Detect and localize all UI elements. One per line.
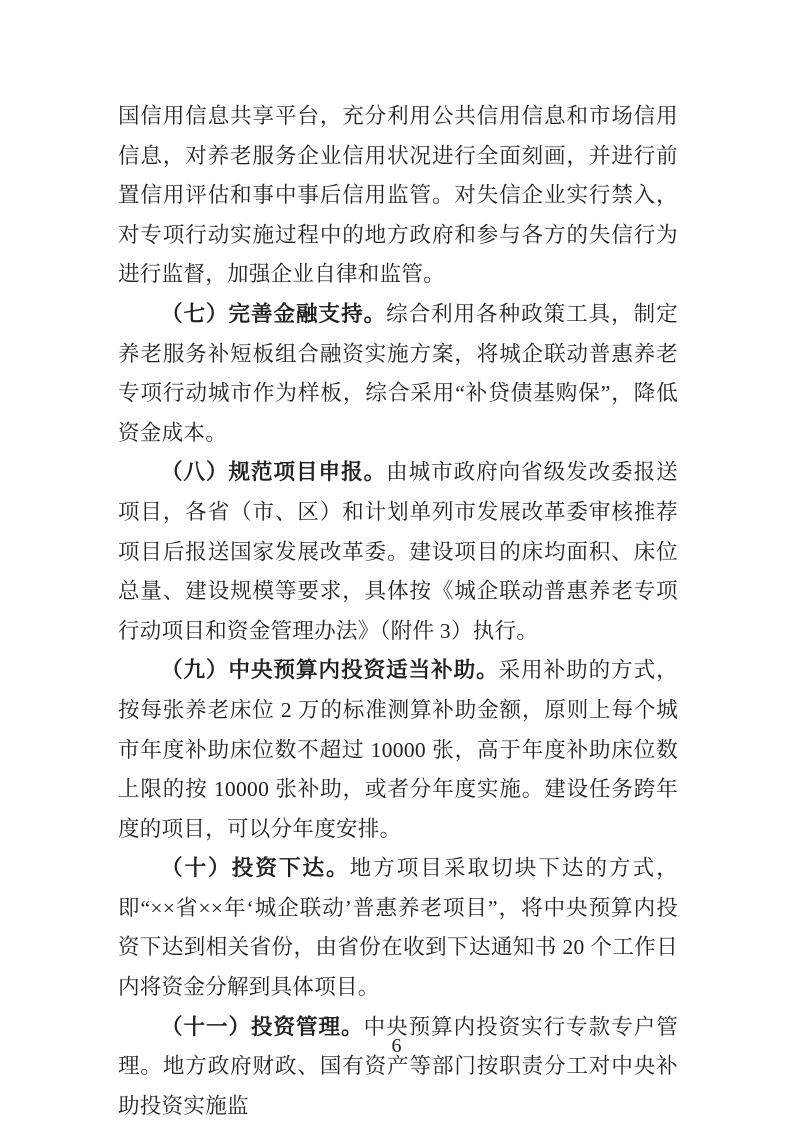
paragraph-section-9	[118, 651, 678, 849]
paragraph-section-8	[118, 453, 678, 651]
section-heading: （七）完善金融支持。	[161, 301, 387, 326]
section-heading: （十一）投资管理。	[161, 1014, 364, 1039]
paragraph-section-7	[118, 295, 678, 453]
paragraph-text: 综合利用各种政策工具，制定养老服务补短板组合融资实施方案，将城企联动普惠养老专项行动城市作为样板，综合采用“补贷债基购保”，降低资金成本。	[118, 301, 678, 445]
section-heading: （八）规范项目申报。	[161, 460, 387, 485]
page-number: 6	[391, 1035, 402, 1057]
paragraph-text: 地方项目采取切块下达的方式，即“××省××年‘城企联动’普惠养老项目”，将中央预算内投资下达到相关省份，由省份在收到下达通知书 20 个工作日内将资金分解到具体项目。	[118, 856, 679, 1000]
text-content	[118, 97, 678, 1122]
paragraph-text: 采用补助的方式，按每张养老床位 2 万的标准测算补助金额，原则上每个城市年度补助床位数不超过 10000 张，高于年度补助床位数上限的按 10000 张补助，或者分年度实施。建设任务跨年度的项目，可以分年度安排。	[118, 658, 678, 841]
paragraph-text: 中央预算内投资实行专款专户管理。地方政府财政、国有资产等部门按职责分工对中央补助投资实施监	[118, 1014, 679, 1118]
paragraph-continuation	[118, 97, 678, 295]
paragraph-text: 由城市政府向省级发改委报送项目，各省（市、区）和计划单列市发展改革委审核推荐项目后报送国家发展改革委。建设项目的床均面积、床位总量、建设规模等要求，具体按《城企联动普惠养老专项行动项目和资金管理办法》（附件 3）执行。	[118, 460, 678, 643]
paragraph-section-11	[118, 1008, 678, 1122]
paragraph-text: 国信用信息共享平台，充分利用公共信用信息和市场信用信息，对养老服务企业信用状况进行全面刻画，并进行前置信用评估和事中事后信用监管。对失信企业实行禁入，对专项行动实施过程中的地方政府和参与各方的失信行为进行监督，加强企业自律和监管。	[118, 104, 678, 287]
section-heading: （九）中央预算内投资适当补助。	[161, 658, 499, 683]
section-heading: （十）投资下达。	[161, 856, 350, 881]
paragraph-section-10	[118, 849, 678, 1007]
